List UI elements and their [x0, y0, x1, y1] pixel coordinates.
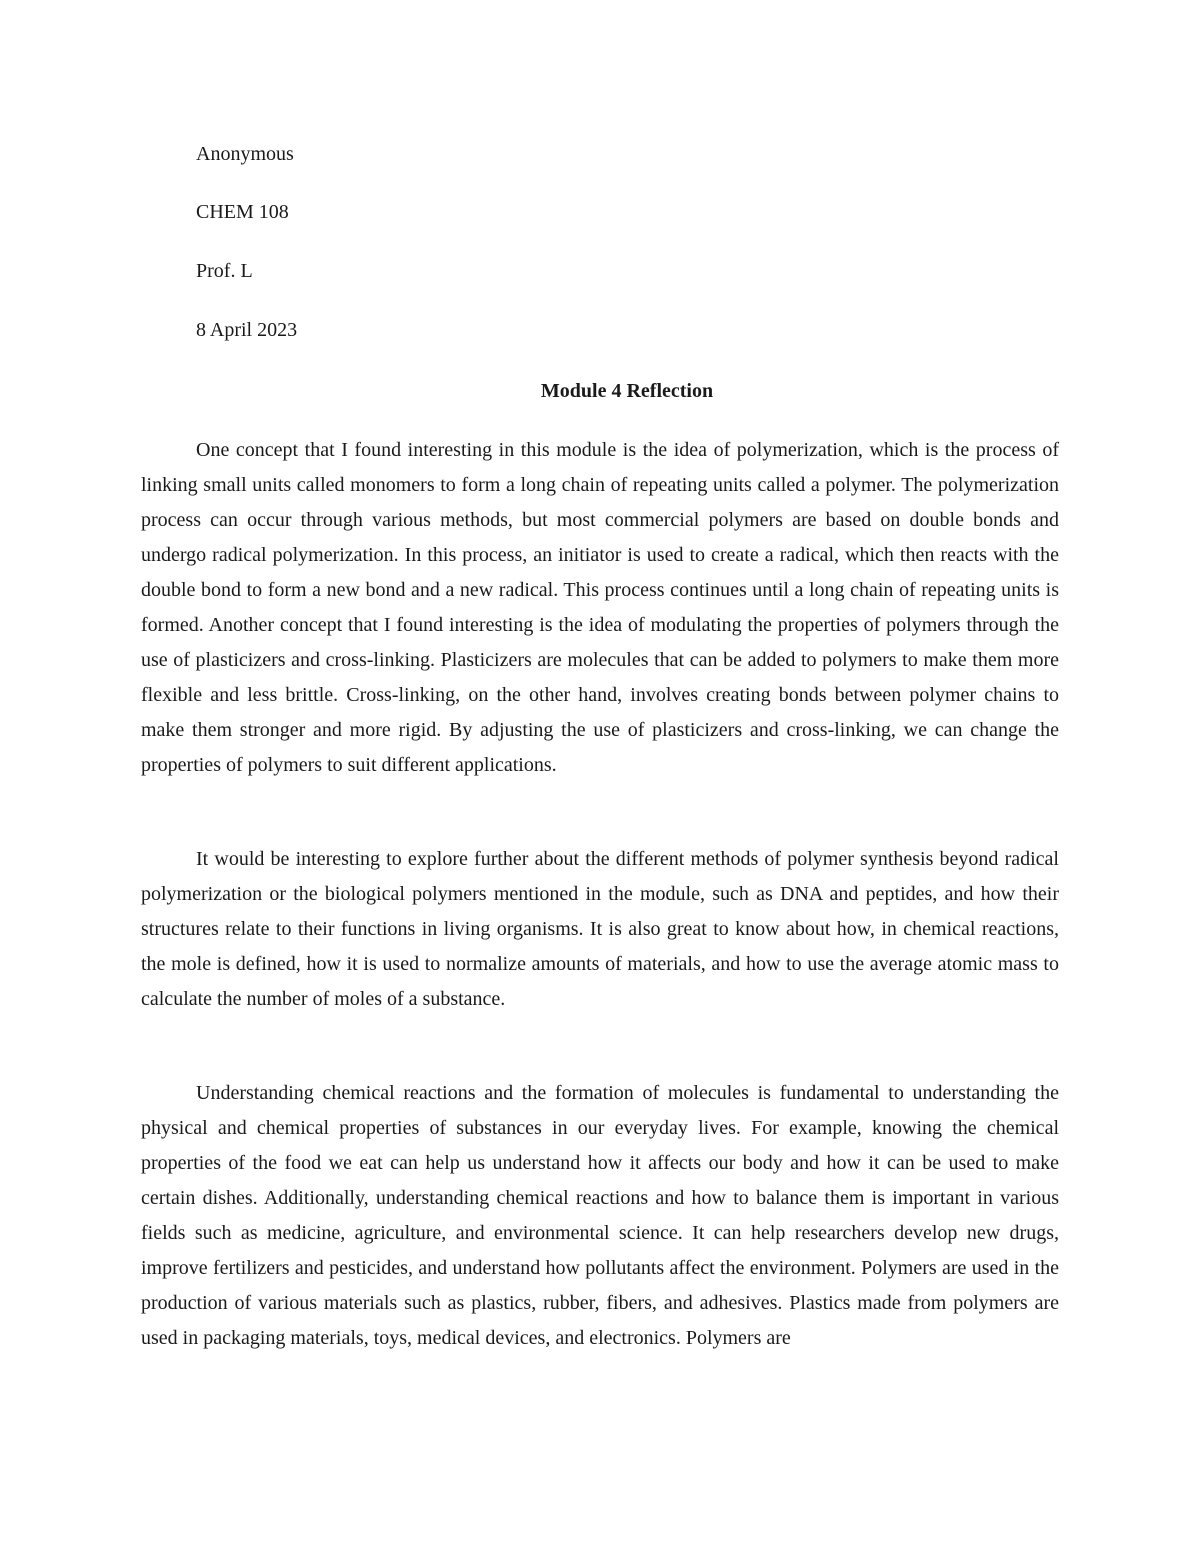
- body-paragraph-2: It would be interesting to explore further about the different methods of polymer synthesis beyond radical polymerization or the biological polymers mentioned in the module, such as DNA and peptides, and how their structures relate to their functions in living organisms. It is also great to know about how, in chemical reactions, the mole is defined, how it is used to normalize amounts of materials, and how to use the average atomic mass to calculate the number of moles of a substance.: [141, 848, 1059, 1010]
- author-name: Anonymous: [196, 143, 294, 165]
- document-title: Module 4 Reflection: [540, 380, 714, 402]
- professor-name: Prof. L: [196, 260, 253, 282]
- body-paragraph-3: Understanding chemical reactions and the formation of molecules is fundamental to understanding the physical and chemical properties of substances in our everyday lives. For example, knowing the chemical properties of the food we eat can help us understand how it affects our body and how it can be used to make certain dishes. Additionally, understanding chemical reactions and how to balance them is important in various fields such as medicine, agriculture, and environmental science. It can help researchers develop new drugs, improve fertilizers and pesticides, and understand how pollutants affect the environment. Polymers are used in the production of various materials such as plastics, rubber, fibers, and adhesives. Plastics made from polymers are used in packaging materials, toys, medical devices, and electronics. Polymers are: [141, 1082, 1059, 1349]
- document-date: 8 April 2023: [196, 319, 298, 341]
- course-name: CHEM 108: [196, 201, 289, 223]
- body-paragraph-1: One concept that I found interesting in this module is the idea of polymerization, which is the process of linking small units called monomers to form a long chain of repeating units called a polymer. The polymerization process can occur through various methods, but most commercial polymers are based on double bonds and undergo radical polymerization. In this process, an initiator is used to create a radical, which then reacts with the double bond to form a new bond and a new radical. This process continues until a long chain of repeating units is formed. Another concept that I found interesting is the idea of modulating the properties of polymers through the use of plasticizers and cross-linking. Plasticizers are molecules that can be added to polymers to make them more flexible and less brittle. Cross-linking, on the other hand, involves creating bonds between polymer chains to make them stronger and more rigid. By adjusting the use of plasticizers and cross-linking, we can change the properties of polymers to suit different applications.: [141, 439, 1059, 776]
